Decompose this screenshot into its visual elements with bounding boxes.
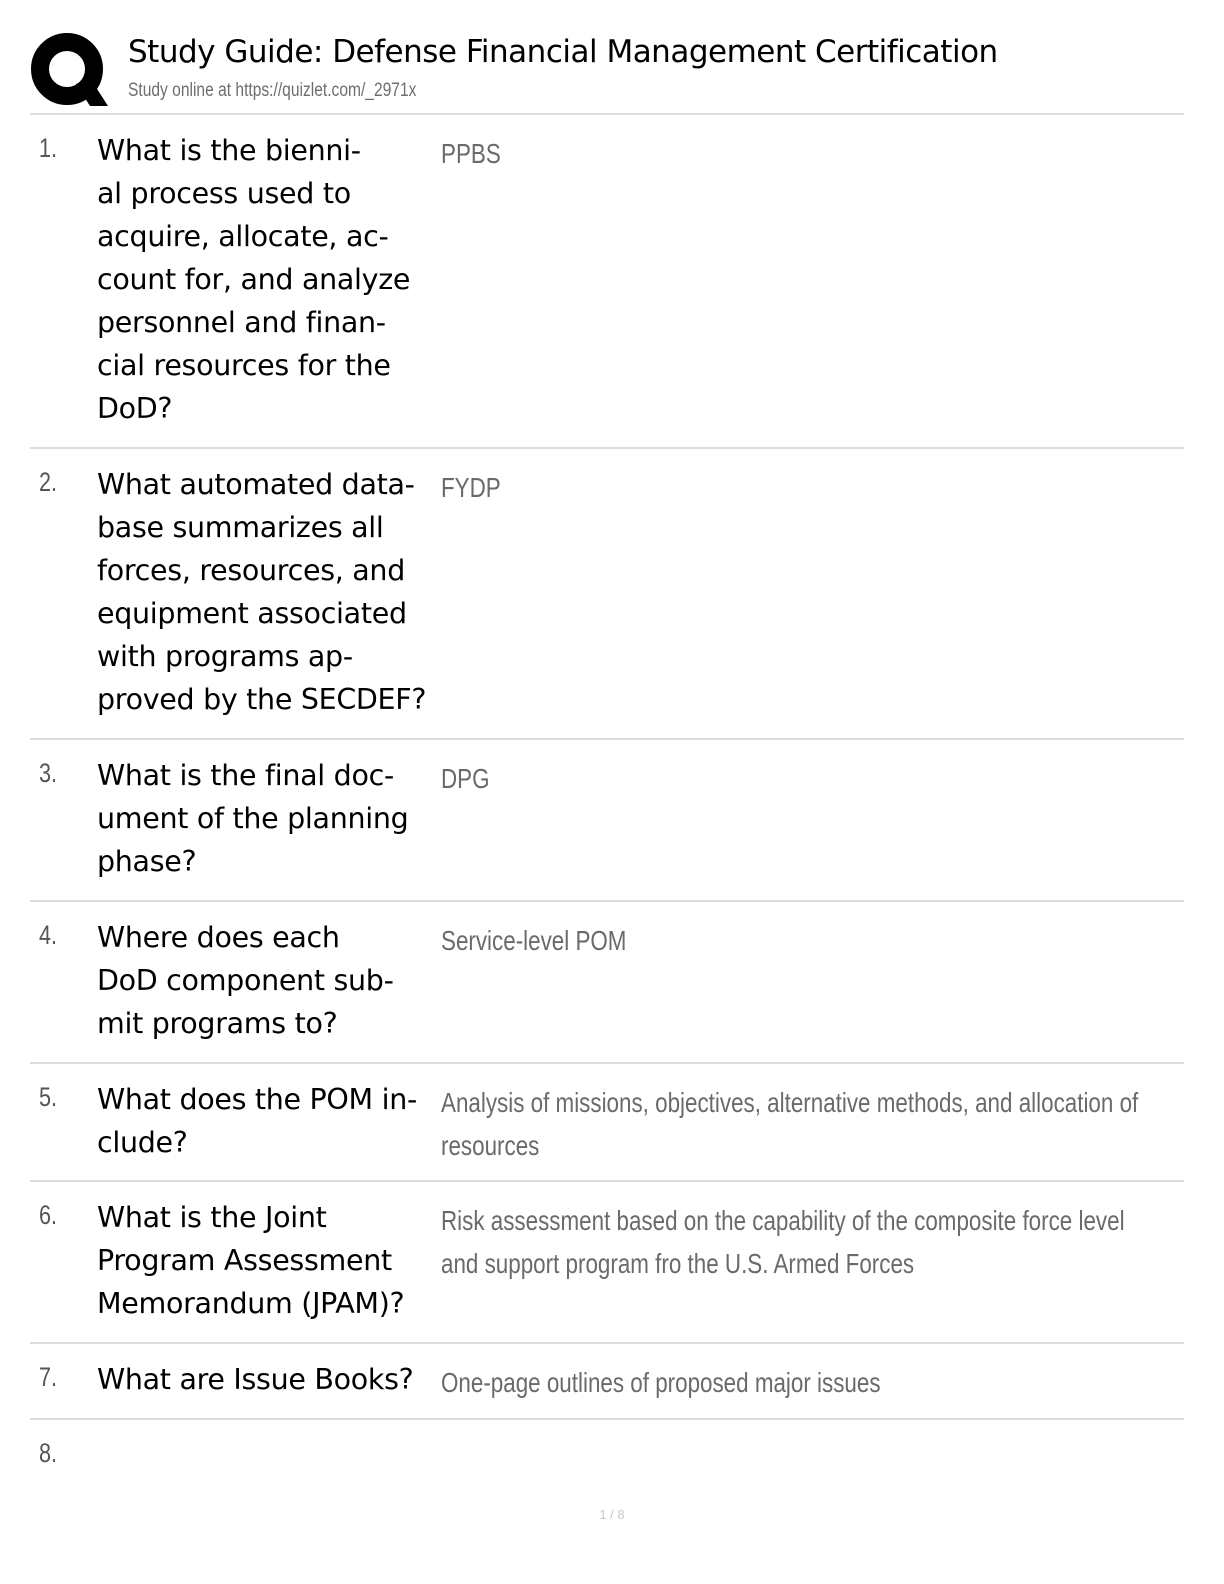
page-number: 1 / 8	[599, 1507, 625, 1522]
answer-text: Risk assessment based on the capability of the composite force level and support program fro the U.S. Armed Forces	[441, 1205, 1125, 1279]
question-number: 4.	[39, 920, 58, 950]
question-number: 8.	[39, 1438, 58, 1468]
question-row	[30, 1420, 1184, 1496]
question-text: What is the Joint Program Assessment Memorandum (JPAM)?	[97, 1201, 405, 1320]
question-text: What is the final doc- ument of the planning phase?	[97, 759, 409, 878]
question-row	[30, 1064, 1184, 1182]
answer-text: DPG	[441, 763, 490, 794]
question-row	[30, 1182, 1184, 1344]
answer-text: PPBS	[441, 138, 501, 169]
study-online-link[interactable]: Study online at https://quizlet.com/_2971x	[128, 80, 417, 101]
question-list	[30, 115, 1184, 1496]
question-number: 6.	[39, 1200, 58, 1230]
question-text: What automated data- base summarizes all forces, resources, and equipment associated with programs ap- proved by the SECDEF?	[97, 468, 427, 716]
page-header	[30, 30, 1184, 114]
question-number: 7.	[39, 1362, 58, 1392]
question-text: What does the POM in- clude?	[97, 1083, 417, 1159]
quizlet-q-logo-icon	[30, 32, 108, 110]
question-text: What are Issue Books?	[97, 1363, 414, 1396]
question-number: 5.	[39, 1082, 58, 1112]
answer-text: FYDP	[441, 472, 501, 503]
question-number: 3.	[39, 758, 58, 788]
question-row	[30, 449, 1184, 740]
question-text: Where does each DoD component sub- mit programs to?	[97, 921, 394, 1040]
question-text: What is the bienni- al process used to acquire, allocate, ac- count for, and analyze personnel and finan- cial resources for the DoD?	[97, 134, 411, 425]
question-row	[30, 740, 1184, 902]
answer-text: Analysis of missions, objectives, alternative methods, and allocation of resources	[441, 1087, 1139, 1161]
question-row	[30, 902, 1184, 1064]
page-title: Study Guide: Defense Financial Management Certification	[128, 34, 998, 70]
question-number: 1.	[39, 133, 58, 163]
answer-text: Service-level POM	[441, 925, 627, 956]
answer-text: One-page outlines of proposed major issues	[441, 1367, 881, 1398]
question-row	[30, 115, 1184, 449]
question-row	[30, 1344, 1184, 1420]
question-number: 2.	[39, 467, 58, 497]
